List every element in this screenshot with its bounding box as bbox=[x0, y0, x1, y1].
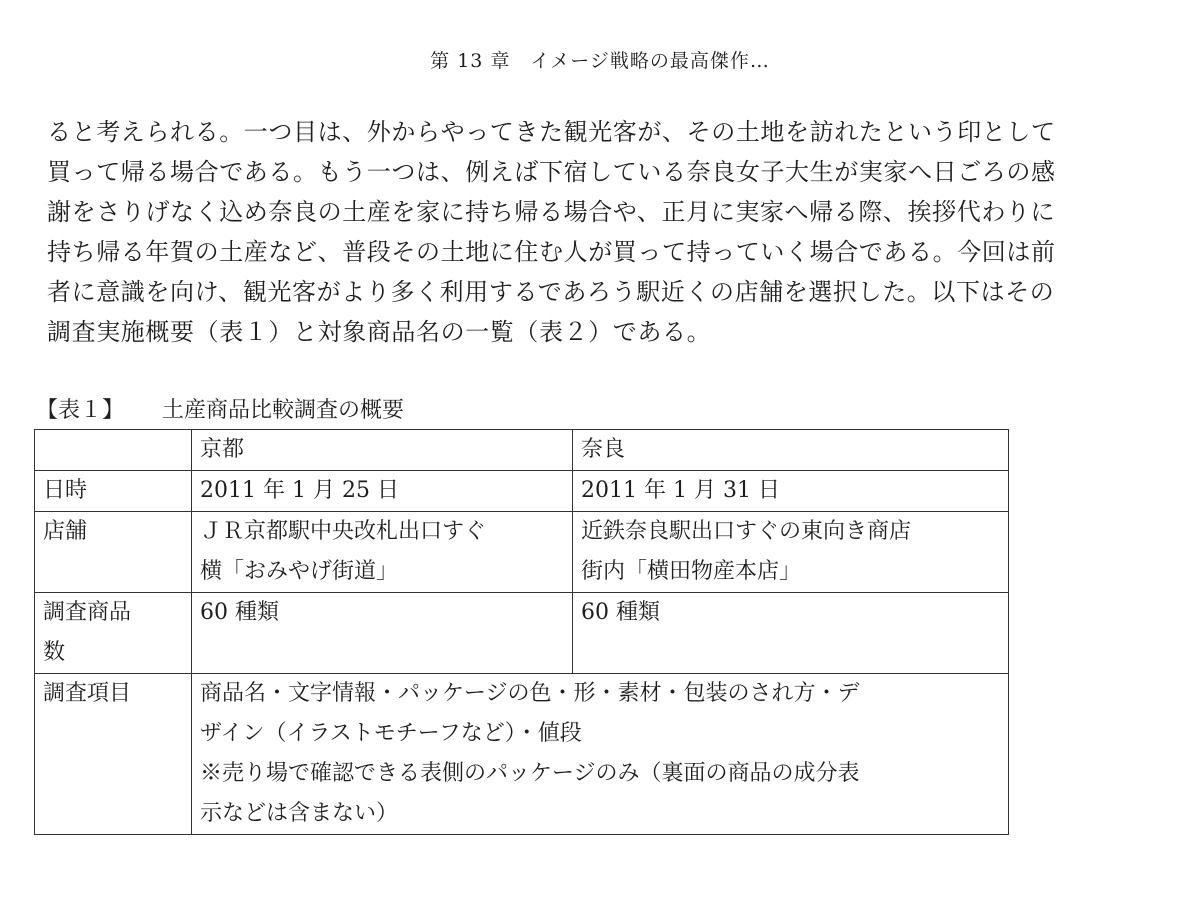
header-blank-cell bbox=[35, 430, 192, 471]
body-line-1: ると考えられる。一つ目は、外からやってきた観光客が、その土地を訪れたという印として bbox=[47, 118, 1056, 146]
items-line-1: 商品名・文字情報・パッケージの色・形・素材・包装のされ方・デ bbox=[200, 681, 860, 706]
count-kyoto-cell: 60 種類 bbox=[192, 593, 573, 674]
store-kyoto-cell bbox=[192, 512, 573, 593]
count-nara-cell: 60 種類 bbox=[573, 593, 1009, 674]
body-line-6: 調査実施概要（表１）と対象商品名の一覧（表２）である。 bbox=[47, 318, 712, 346]
row-label-store: 店舗 bbox=[35, 512, 192, 593]
body-paragraph bbox=[47, 112, 1147, 352]
header-kyoto-cell: 京都 bbox=[192, 430, 573, 471]
items-line-3: ※売り場で確認できる表側のパッケージのみ（裏面の商品の成分表 bbox=[200, 761, 860, 786]
items-line-2: ザイン（イラストモチーフなど）・値段 bbox=[200, 721, 582, 746]
survey-overview-table bbox=[34, 429, 1009, 835]
store-nara-line-2: 街内「横田物産本店」 bbox=[581, 559, 802, 584]
body-line-5: 者に意識を向け、観光客がより多く利用するであろう駅近くの店舗を選択した。以下はその bbox=[47, 278, 1055, 306]
table-row-items bbox=[35, 674, 1009, 835]
table-caption-label: 【表１】 bbox=[36, 398, 125, 423]
table-row-store bbox=[35, 512, 1009, 593]
date-kyoto-cell: 2011 年 1 月 25 日 bbox=[192, 471, 573, 512]
body-line-3: 謝をさりげなく込め奈良の土産を家に持ち帰る場合や、正月に実家へ帰る際、挨拶代わりに bbox=[47, 198, 1056, 226]
table-row-count bbox=[35, 593, 1009, 674]
table-caption-title: 土産商品比較調査の概要 bbox=[162, 398, 405, 423]
body-line-4: 持ち帰る年賀の土産など、普段その土地に住む人が買って持っていく場合である。今回は前 bbox=[47, 238, 1056, 266]
table-row-date bbox=[35, 471, 1009, 512]
table-header-row bbox=[35, 430, 1009, 471]
row-label-count-line-2: 数 bbox=[43, 640, 66, 665]
row-label-count bbox=[35, 593, 192, 674]
items-value-cell bbox=[192, 674, 1009, 835]
store-nara-line-1: 近鉄奈良駅出口すぐの東向き商店 bbox=[581, 519, 912, 544]
store-nara-cell bbox=[573, 512, 1009, 593]
row-label-items: 調査項目 bbox=[35, 674, 192, 835]
items-line-4: 示などは含まない） bbox=[200, 801, 399, 826]
store-kyoto-line-1: ＪＲ京都駅中央改札出口すぐ bbox=[200, 519, 487, 544]
body-line-2: 買って帰る場合である。もう一つは、例えば下宿している奈良女子大生が実家へ日ごろの感 bbox=[47, 158, 1056, 186]
header-nara-cell: 奈良 bbox=[573, 430, 1009, 471]
date-nara-cell: 2011 年 1 月 31 日 bbox=[573, 471, 1009, 512]
row-label-count-line-1: 調査商品 bbox=[43, 600, 132, 625]
running-head: 第 13 章 イメージ戦略の最高傑作… bbox=[430, 50, 770, 72]
row-label-date: 日時 bbox=[35, 471, 192, 512]
store-kyoto-line-2: 横「おみやげ街道」 bbox=[200, 559, 399, 584]
table-caption bbox=[36, 393, 404, 424]
